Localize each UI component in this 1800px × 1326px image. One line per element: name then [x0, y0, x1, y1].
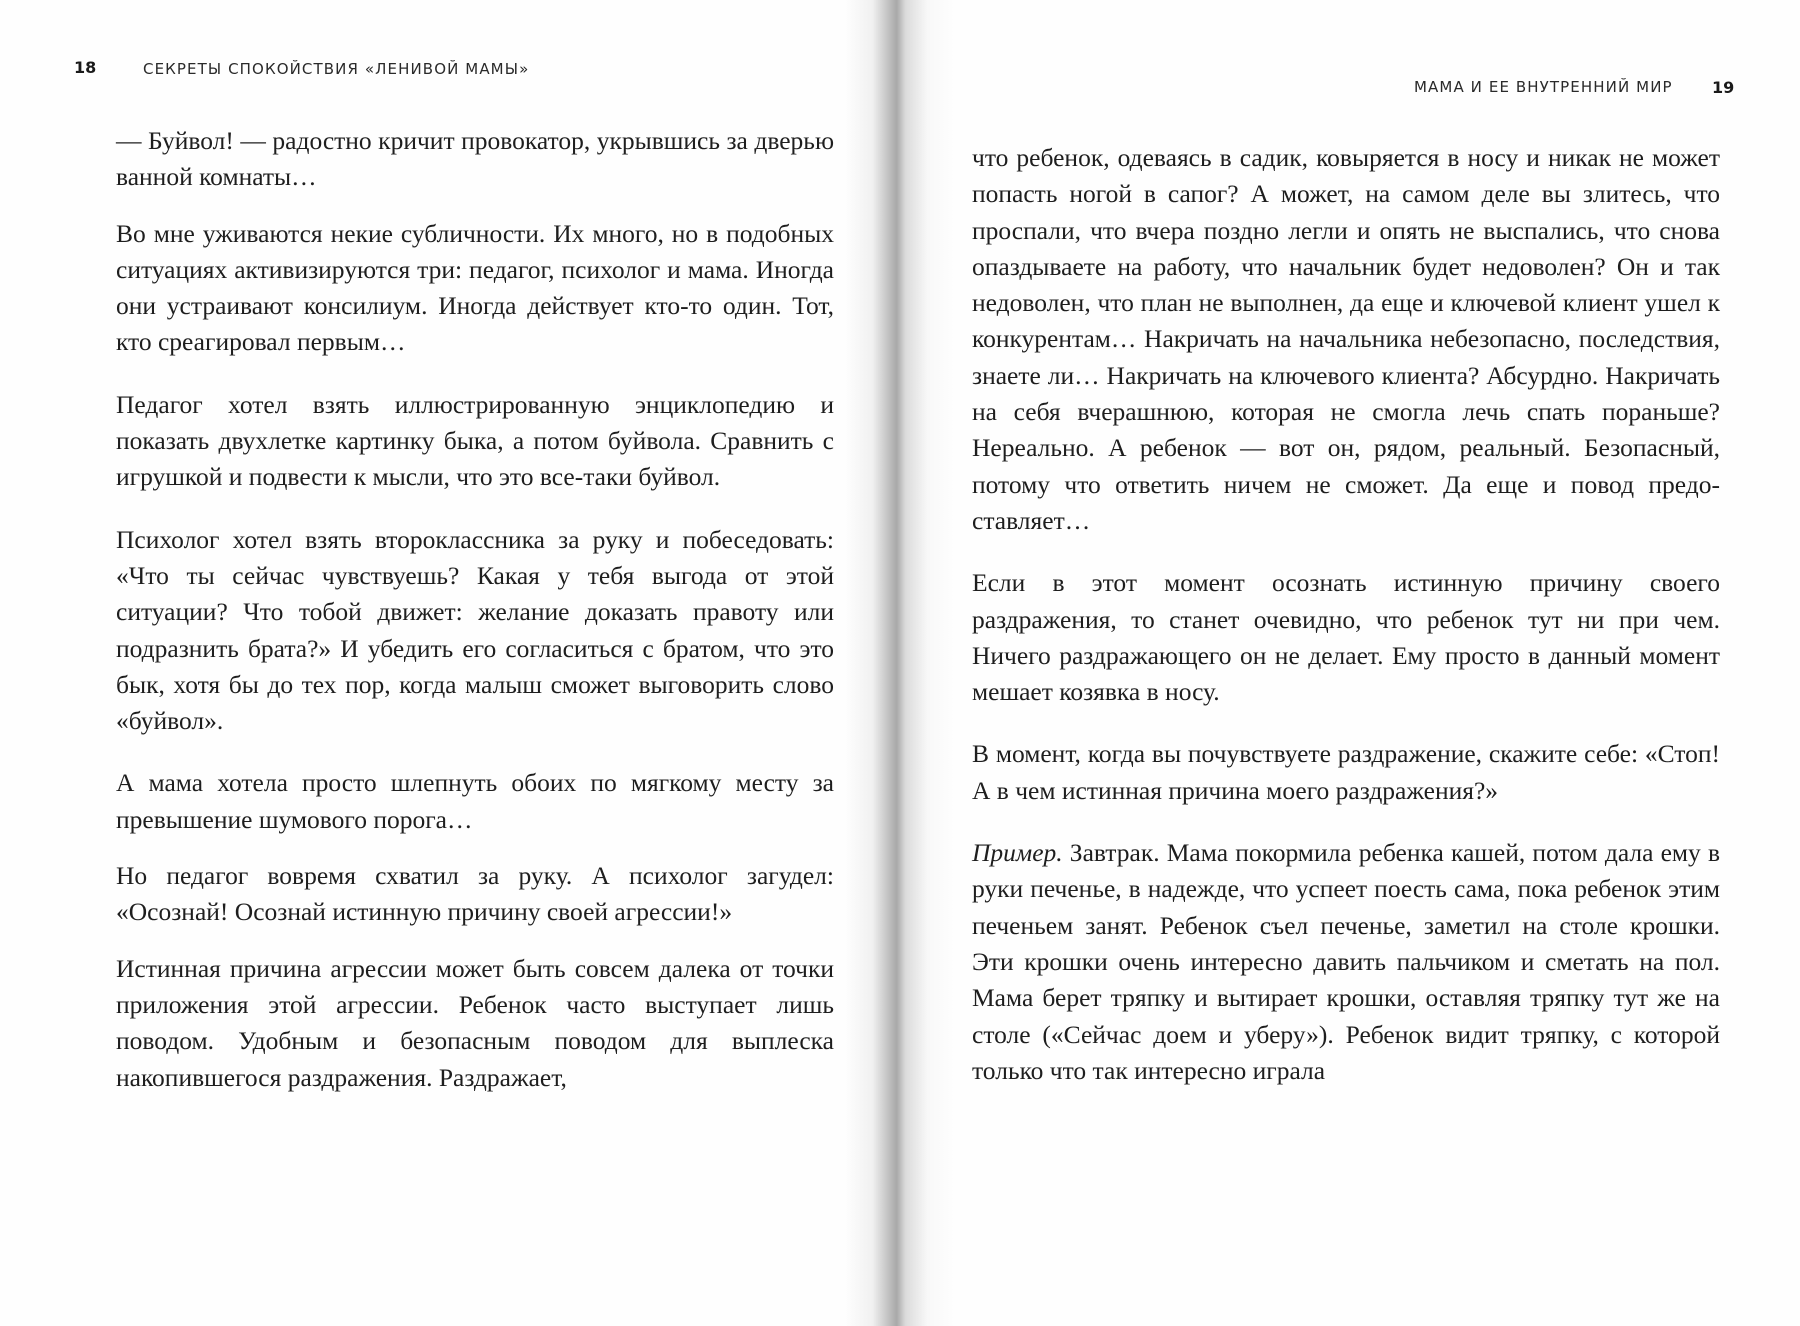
- paragraph: — Буйвол! — радостно кричит провокатор, укрывшись за дверью ванной комнаты…: [116, 126, 834, 192]
- paragraph: Во мне уживаются некие субличности. Их много, но в подобных ситуациях активизируются три: педагог, психолог и мама. Иногда они устраивают консилиум. Иногда действует кто-то один. Тот, кто среагировал первым…: [116, 218, 834, 357]
- paragraph: В момент, когда вы почувствуете раздражение, скажите себе: «Стоп! А в чем истинная причина моего раздражения?»: [972, 739, 1720, 805]
- paragraph: А мама хотела просто шлепнуть обоих по мягкому месту за превышение шумового порога…: [116, 768, 834, 834]
- paragraph: Педагог хотел взять иллюстрированную энциклопедию и показать двухлетке картинку быка, а потом буйвола. Сравнить с игрушкой и подвести к мысли, что это все-таки буйвол.: [116, 389, 834, 492]
- page-number-right: 19: [1712, 78, 1735, 97]
- paragraph: Психолог хотел взять второклассника за руку и побеседовать: «Что ты сейчас чувствуешь? Какая у тебя выгода от этой ситуации? Что тобой движет: желание доказать правоту или подразнить брата?» И убедить его согласиться с братом, что это бык, хотя бы до тех пор, когда малыш сможет выговорить слово «буйвол».: [116, 524, 834, 736]
- right-page-text: [972, 140, 1720, 1115]
- page-number-left: 18: [74, 58, 97, 77]
- running-header-left: СЕКРЕТЫ СПОКОЙСТВИЯ «ЛЕНИВОЙ МАМЫ»: [143, 60, 530, 78]
- paragraph: Истинная причина агрессии может быть совсем далека от точки приложения этой агрессии. Ребенок часто выступает лишь поводом. Удобным и безопасным поводом для выплеска накопившегося раздражения. Раздражает,: [116, 953, 834, 1092]
- right-page: [885, 0, 1800, 1326]
- paragraph: Но педагог вовремя схватил за руку. А психолог загудел: «Осознай! Осознай истинную причину своей агрессии!»: [116, 861, 834, 927]
- example-label: Пример.: [972, 838, 1063, 868]
- left-page: [0, 0, 885, 1326]
- example-text: Завтрак. Мама покормила ребенка кашей, потом дала ему в руки печенье, в надежде, что успеет поесть сама, пока ребенок этим печеньем занят. Ребенок съел печенье, заметил на столе крошки. Эти крошки очень интересно давить пальчиком и сметать на пол. Мама берет тряпку и вытирает крошки, оставляя тряпку тут же на столе («Сейчас доем и уберу»). Ребенок видит тряпку, с которой только что так интересно играла: [972, 838, 1720, 1085]
- example-paragraph: [972, 835, 1720, 1089]
- left-page-text: [116, 123, 834, 1122]
- paragraph: что ребенок, одеваясь в садик, ковыряется в носу и никак не может попасть ногой в сапог? А может, на самом деле вы злитесь, что проспали, что вчера поздно легли и опять не выспались, что снова опаздываете на работу, что начальник будет недоволен? Он и так недоволен, что план не выполнен, да еще и ключевой клиент ушел к конкурентам… Накричать на начальника небезопасно, последствия, знаете ли… Накричать на ключевого клиента? Абсурдно. Накричать на себя вчерашнюю, которая не смогла лечь спать пораньше? Нереально. А ребенок — вот он, рядом, реальный. Безопасный, потому что ответить ничем не сможет. Да еще и повод предоставляет…: [972, 143, 1720, 535]
- paragraph: Если в этот момент осознать истинную причину своего раздражения, то станет очевидно, что ребенок тут ни при чем. Ничего раздражающего он не делает. Ему просто в данный момент мешает козявка в носу.: [972, 568, 1720, 707]
- running-header-right: МАМА И ЕЕ ВНУТРЕННИЙ МИР: [1414, 78, 1673, 96]
